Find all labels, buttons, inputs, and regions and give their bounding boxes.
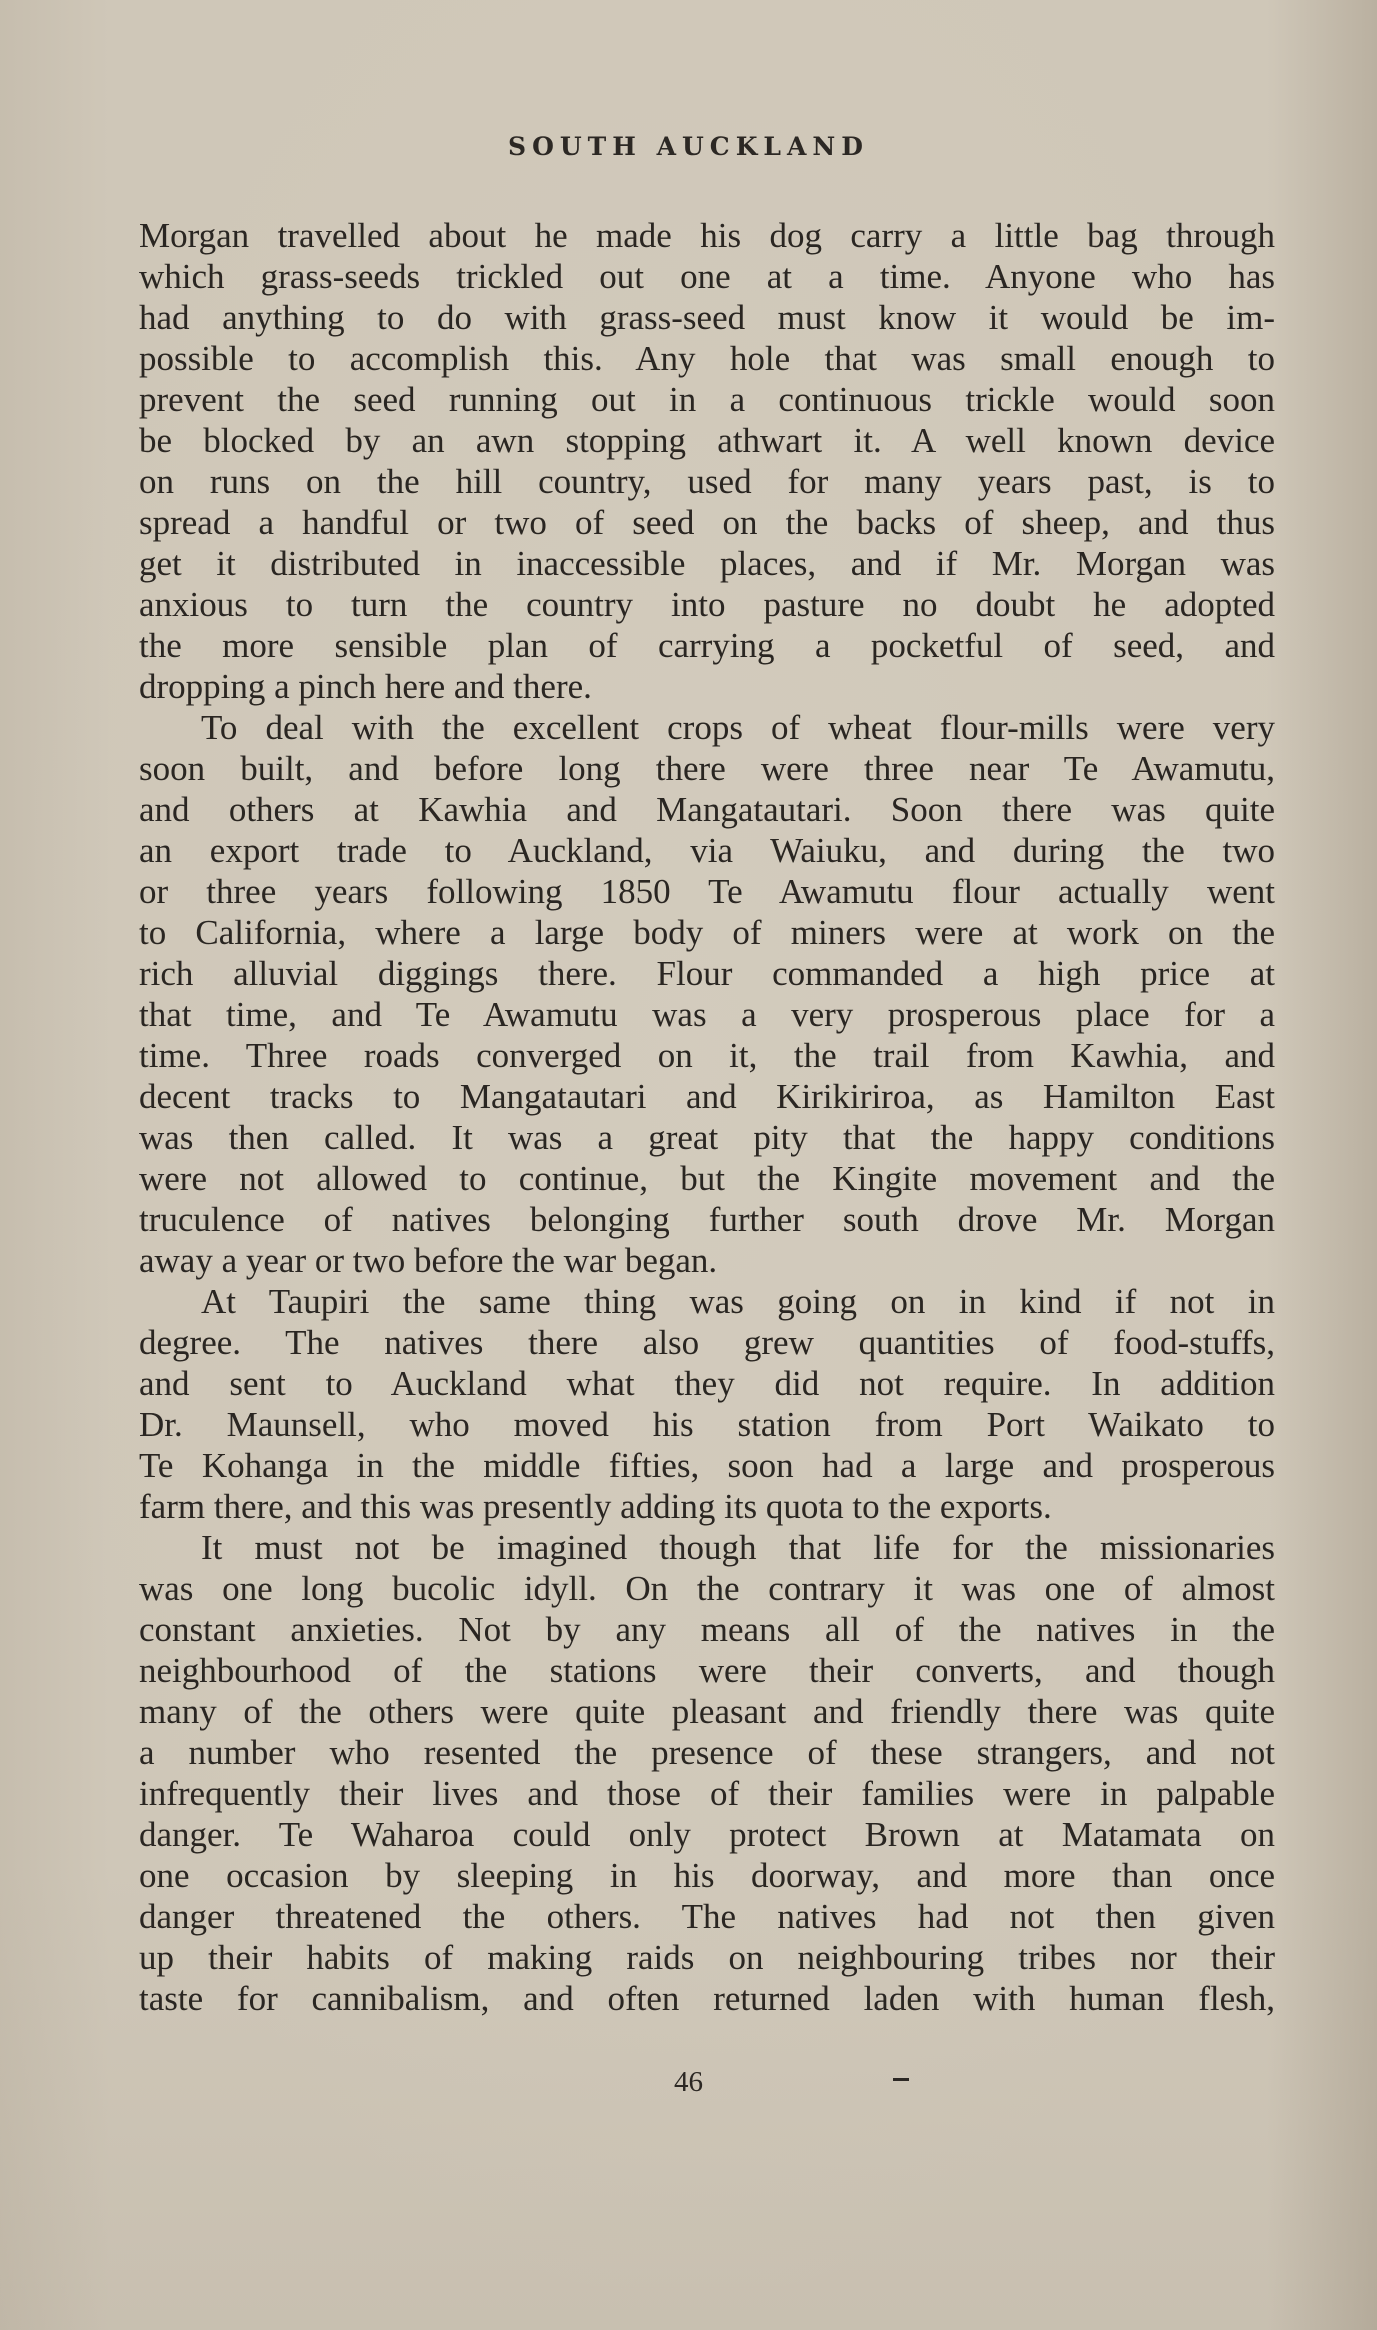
paragraph	[139, 1281, 1275, 1527]
text-line: dropping a pinch here and there.	[139, 667, 592, 706]
text-line: had anything to do with grass-seed must know it would be im-	[139, 298, 1275, 337]
text-line: one occasion by sleeping in his doorway, and more than once	[139, 1856, 1275, 1895]
text-line: taste for cannibalism, and often returned laden with human flesh,	[139, 1979, 1275, 2018]
text-line: possible to accomplish this. Any hole that was small enough to	[139, 339, 1275, 378]
text-line: Dr. Maunsell, who moved his station from Port Waikato to	[139, 1405, 1275, 1444]
text-line: or three years following 1850 Te Awamutu flour actually went	[139, 872, 1275, 911]
text-line: be blocked by an awn stopping athwart it. A well known device	[139, 421, 1275, 460]
text-line: a number who resented the presence of these strangers, and not	[139, 1733, 1275, 1772]
text-line: get it distributed in inaccessible places, and if Mr. Morgan was	[139, 544, 1275, 583]
text-line: and others at Kawhia and Mangatautari. Soon there was quite	[139, 790, 1275, 829]
running-head: SOUTH AUCKLAND	[508, 132, 869, 161]
text-line: and sent to Auckland what they did not require. In addition	[139, 1364, 1275, 1403]
text-line: prevent the seed running out in a continuous trickle would soon	[139, 380, 1275, 419]
text-line: were not allowed to continue, but the Kingite movement and the	[139, 1159, 1275, 1198]
text-line: was then called. It was a great pity that the happy conditions	[139, 1118, 1275, 1157]
text-line: many of the others were quite pleasant and friendly there was quite	[139, 1692, 1275, 1731]
text-line: up their habits of making raids on neighbouring tribes nor their	[139, 1938, 1275, 1977]
text-line: Morgan travelled about he made his dog carry a little bag through	[139, 216, 1275, 255]
text-line: danger. Te Waharoa could only protect Brown at Matamata on	[139, 1815, 1275, 1854]
paragraph	[139, 707, 1275, 1281]
text-line: soon built, and before long there were three near Te Awamutu,	[139, 749, 1275, 788]
text-line: decent tracks to Mangatautari and Kirikiriroa, as Hamilton East	[139, 1077, 1275, 1116]
text-line: to California, where a large body of miners were at work on the	[139, 913, 1275, 952]
text-line: infrequently their lives and those of their families were in palpable	[139, 1774, 1275, 1813]
paragraph	[139, 215, 1275, 707]
text-line: the more sensible plan of carrying a pocketful of seed, and	[139, 626, 1275, 665]
text-line: anxious to turn the country into pasture no doubt he adopted	[139, 585, 1275, 624]
text-line: It must not be imagined though that life for the missionaries	[201, 1528, 1275, 1567]
paragraph	[139, 1527, 1275, 2019]
text-line: To deal with the excellent crops of wheat flour-mills were very	[201, 708, 1275, 747]
text-line: time. Three roads converged on it, the trail from Kawhia, and	[139, 1036, 1275, 1075]
text-line: rich alluvial diggings there. Flour commanded a high price at	[139, 954, 1275, 993]
printer-mark	[893, 2078, 909, 2081]
text-line: that time, and Te Awamutu was a very prosperous place for a	[139, 995, 1275, 1034]
body-text	[139, 215, 1275, 2019]
text-line: danger threatened the others. The natives had not then given	[139, 1897, 1275, 1936]
text-line: constant anxieties. Not by any means all of the natives in the	[139, 1610, 1275, 1649]
text-line: on runs on the hill country, used for many years past, is to	[139, 462, 1275, 501]
text-line: Te Kohanga in the middle fifties, soon had a large and prosperous	[139, 1446, 1275, 1485]
text-line: which grass-seeds trickled out one at a time. Anyone who has	[139, 257, 1275, 296]
text-line: At Taupiri the same thing was going on in kind if not in	[201, 1282, 1275, 1321]
text-line: degree. The natives there also grew quantities of food-stuffs,	[139, 1323, 1275, 1362]
page-number: 46	[674, 2066, 703, 2098]
text-line: farm there, and this was presently adding its quota to the exports.	[139, 1487, 1052, 1526]
text-line: truculence of natives belonging further south drove Mr. Morgan	[139, 1200, 1275, 1239]
text-line: away a year or two before the war began.	[139, 1241, 718, 1280]
text-line: was one long bucolic idyll. On the contrary it was one of almost	[139, 1569, 1275, 1608]
text-line: spread a handful or two of seed on the backs of sheep, and thus	[139, 503, 1275, 542]
text-line: neighbourhood of the stations were their converts, and though	[139, 1651, 1275, 1690]
text-line: an export trade to Auckland, via Waiuku, and during the two	[139, 831, 1275, 870]
